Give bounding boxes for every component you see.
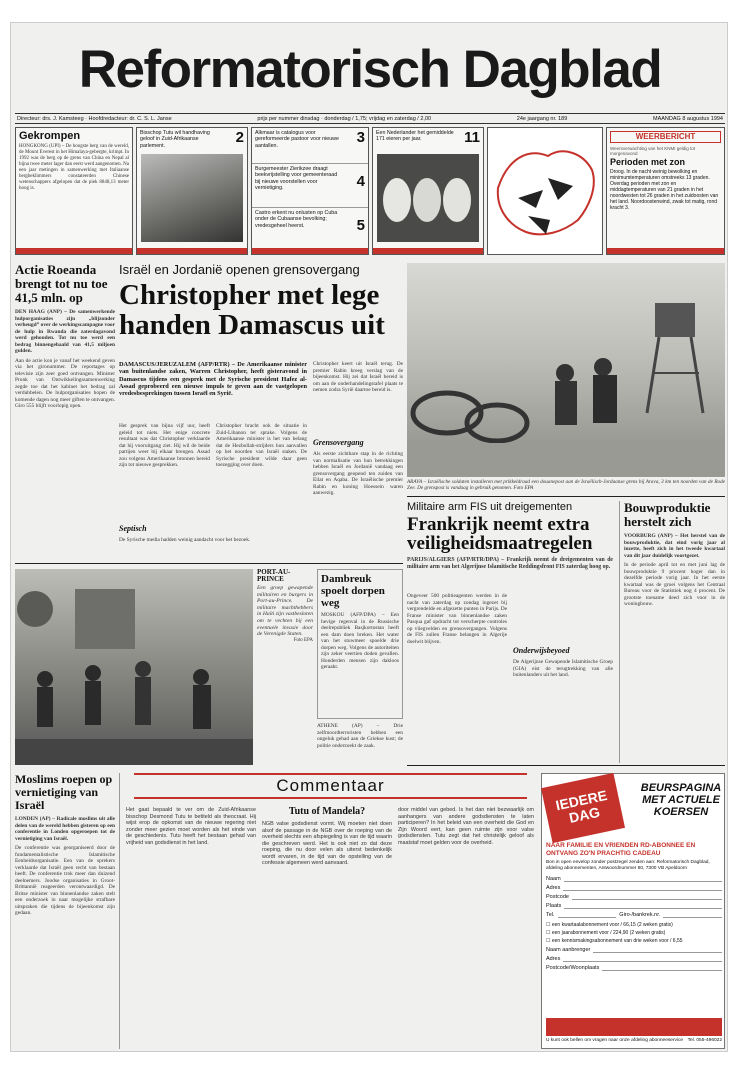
- form-field-postcode[interactable]: [546, 892, 722, 901]
- ad-form: [546, 874, 722, 972]
- photo-credit: Foto EPA: [513, 485, 534, 492]
- page-number: 5: [356, 217, 365, 234]
- editorial-col3: door middel van gebed. Is het dan niet bezwaarlijk om aanhangers van andere godsdiensten te laten participeren? In het beleid van een overheid die God en Zijn Woord eert, kan geen ruimte zijn voor valse godsdiensten. Tutu zegt dat het christelijk geloof als maatstaf moet gelden voor de overheid.: [398, 807, 534, 846]
- page-number: 3: [356, 129, 365, 146]
- article-kicker: Israël en Jordanië openen grensovergang: [119, 262, 360, 277]
- ad-badge: [541, 773, 625, 843]
- article-moslims: [15, 773, 115, 1049]
- teaser-text: Alkmaar is catalogus voor gereformeerde pastoor voor nieuwe aantallen.: [255, 130, 339, 149]
- volume-number: 24e jaargang nr. 189: [516, 115, 568, 122]
- eggs-graphic: [377, 154, 479, 242]
- article-dambreuk: [317, 569, 403, 719]
- form-field-city[interactable]: [546, 901, 722, 910]
- article-body: De conferentie was georganiseerd door de fundamentalistische Islamitische Eenheidsorganisatie. Een van de sprekers verklaarde dat Israël geen recht van bestaan heeft. De conferentie trok meer dan duizend deelnemers. Joodse organisaties in Groot-Brittannië reageerden verontwaardigd. De Britse minister van binnenlandse zaken stelt een onderzoek in naar mogelijke strafbare uitspraken die tijdens de bijeenkomst zijn gedaan.: [15, 845, 115, 916]
- ad-badge-text: IEDERE DAG: [554, 786, 609, 826]
- article-body: MOSKOU (AFP/DPA) – Een hevige regenval in de Russische deelrepubliek Basjkortostan heeft een dam doen breken. Het water van het stuwmeer spoelde drie dorpen weg. Volgens de autoriteiten zijn zeker veertien doden gevallen. Honderden mensen zijn dakloos geraakt.: [321, 612, 399, 670]
- teaser-text: Een Nederlander het gemiddelde 171 eieren per jaar.: [376, 130, 454, 143]
- divider: [407, 765, 725, 766]
- article-lead: LONDEN (AP) – Radicale moslims uit alle delen van de wereld hebben gisteren op een conferentie in Londen opgeroepen tot de vernietiging van Israël.: [15, 816, 115, 842]
- weather-box: [606, 127, 725, 255]
- article-body: ATHENE (AP) – Drie zelfmoordterroristen hebben een ongeluk gehad aan de Griekse kust; de politie onderzoekt de zaak.: [317, 723, 403, 749]
- subscription-options: [546, 921, 722, 945]
- photo-haiti: [15, 569, 253, 765]
- caption-text: Een groep gewapende militairen en burgers in Port-au-Prince. De militaire machthebbers in Haïti zijn vastbesloten om te vechten bij een eventuele invasie door de Verenigde Staten.: [257, 585, 313, 638]
- ad-instructions: Bon in open envelop zonder postzegel zenden aan: Reformatorisch Dagblad, afdeling abonnementen, Antwoordnummer 80, 7300 VB Apeldoorn: [546, 860, 710, 871]
- accent-bar: [137, 248, 247, 254]
- article-headline: Bouwproduktie herstelt zich: [624, 500, 711, 529]
- form-field-referrer[interactable]: [546, 945, 722, 954]
- field-label: Naam: [546, 875, 561, 882]
- editorial-title: Tutu of Mandela?: [288, 806, 366, 817]
- ad-headline: BEURSPAGINA MET ACTUELE KOERSEN: [640, 782, 722, 818]
- article-body: Ongeveer 500 politieagenten werden in de nacht van zaterdag op zondag ingezet bij vergrendelde en afgezette punten in Parijs. De Franse minister van binnenlandse zaken Pasqua gaf opdracht tot verscherpte controles op vliegvelden en grensovergangen. Volgens de FIS zullen Franse belangen in Algerije doelwit blijven.: [407, 593, 507, 645]
- option-label: een jaarabonnement voor / 224,90 (2 weken gratis): [551, 930, 666, 936]
- teaser-text: HONGKONG (UPI) – De hoogste berg van de wereld, de Mount Everest in het Himalaya-gebergte, krimpt. In 1992 was de berg op de grens van China en Nepal al bijna twee meter lager dan eerst werd aangenomen. Na een jaar metingen in samenwerking met Italiaanse bergbeklimmers constateerden Chinese wetenschappers afgelopen dat de piek 8848,13 meter hoog is.: [19, 144, 130, 191]
- teaser-eieren[interactable]: [372, 127, 484, 255]
- article-headline: Actie Roeanda brengt tot nu toe 41,5 mln. op: [15, 262, 108, 305]
- weather-sub: Weersverwachting van het KNMI geldig tot morgenavond: [610, 146, 695, 156]
- editorial-rule: [134, 797, 527, 799]
- article-body: Aan de actie kon je vanaf het weekend geven via het gironummer. De reportages op televisie zijn zeer goed ontvangen. Minister Pronk van Ontwikkelingssamenwerking zegde toe dat het kabinet het bedrag zal verdubbelen. De hulporganisaties hopen de komende dagen nog meer giften te ontvangen. Giro 555 blijft voorlopig open.: [15, 357, 115, 409]
- weather-text: Droog. In de nacht weinig bewolking en minimumtemperaturen omstreeks 13 graden. Overdag perioden met zon en middagtemperaturen van 21 graden in het noordwesten tot 26 graden in het zuidoosten van het land. Noordoostenwind, zwak tot matig, rond kracht 3.: [610, 169, 719, 211]
- subhead-text: Als eerste zichtbare stap in de richting van normalisatie van hun betrekkingen hebben Israël en Jordanië vandaag een grensovergang geopend ten zuiden van Eilat en Aqaba. De Israëlische premier Rabin en koning Hoessein waren aanwezig.: [313, 451, 403, 496]
- teaser-alkmaar[interactable]: [252, 128, 368, 164]
- subhead: Onderwijsbeyoed: [513, 646, 570, 655]
- issue-date: MAANDAG 8 augustus 1994: [652, 115, 723, 122]
- option-kennismaking[interactable]: ☐ een kennismakingsabonnement van drie weken voor / 6,55: [546, 938, 683, 944]
- subhead-text: De Algerijnse Gewapende Islamitische Groep (GIA) eist de terugtrekking van alle buitenlanders uit het land.: [513, 659, 613, 678]
- newspaper-title: Reformatorisch Dagblad: [78, 40, 662, 99]
- border-scene-graphic: [407, 263, 725, 477]
- price-line: prijs per nummer dinsdag · donderdag / 1,75; vrijdag en zaterdag / 2,00: [257, 115, 432, 122]
- subscription-ad: [541, 773, 725, 1049]
- page-number: 4: [356, 173, 365, 190]
- teaser-tutu[interactable]: [136, 127, 248, 255]
- info-bar: [15, 113, 725, 124]
- article-headline: Dambreuk spoelt dorpen weg: [321, 573, 385, 609]
- subhead-grensovergang: Grensovergang: [313, 438, 364, 447]
- editorial-label: Commentaar: [276, 776, 385, 795]
- article-lead: PARIJS/ALGIERS (AFP/RTR/DPA) – Frankrijk neemt de dreigementen van de militaire arm van het Algerijnse Islamitische Reddingsfront FIS zaterdag hoog op.: [407, 557, 613, 570]
- subhead-septisch: Septisch: [119, 524, 147, 533]
- article-lead: DEN HAAG (ANP) – De samenwerkende hulporganisaties zijn „blijzonder verheugd” over de werkingscampagne voor de hulp in Rwanda die zaterdagavond werd gehouden. Tot nu toe werd een bedrag binnengehaald van 41,5 miljoen gulden.: [15, 309, 115, 354]
- teaser-text: Castro erkent nu onlusten op Cuba onder de Cubaanse bevolking; vredesgeheel heerst.: [255, 210, 338, 229]
- field-label: Adres: [546, 884, 561, 891]
- article-col1: Het gesprek van bijna vijf uur, heeft geleid tot niets. Het enige concrete resultaat was dat Christopher verklaarde dat hij vooruitgang ziet. Hij wil de beide partijen weer bij elkaar brengen. Assad zou volgens Amerikaanse bronnen bereid zijn tot nieuwe gesprekken.: [119, 423, 210, 468]
- accent-bar: [373, 248, 483, 254]
- haiti-caption: [257, 569, 313, 765]
- page-number: 11: [464, 129, 480, 146]
- newspaper-page: [10, 22, 728, 1052]
- option-kwartaal[interactable]: ☐ een kwartaalabonnement voor / 66,15 (2 weken gratis): [546, 922, 673, 928]
- field-label: Giro-/bankrek.nr.: [619, 911, 661, 918]
- weather-title: Perioden met zon: [610, 157, 686, 167]
- weather-map: [487, 127, 603, 255]
- editor-line: Directeur: drs. J. Kamsteeg · Hoofdredacteur: dr. C. S. L. Janse: [17, 115, 172, 122]
- article-headline: Frankrijk neemt extra veiligheidsmaatregelen: [407, 514, 593, 554]
- article-bouw: [619, 501, 725, 763]
- form-field-referrer-address[interactable]: [546, 954, 722, 963]
- article-christopher: [119, 263, 403, 559]
- article-headline: Christopher met lege handen Damascus uit: [119, 279, 385, 341]
- photo-caption: [407, 479, 725, 491]
- article-col3: Christopher keert uit Israël terug. De premier Rabin kreeg verslag van de bijeenkomst. Hij zei dat Israël bereid is om aan de onderhandelingstafel plaats te nemen zodra Syrië daartoe bereid is.: [313, 361, 403, 393]
- tutu-photo: [141, 154, 243, 242]
- field-label: Postcode/Woonplaats: [546, 964, 600, 971]
- caption-label: PORT-AU-PRINCE: [257, 568, 291, 583]
- editorial-col2: NGB valse godsdienst vormt. Wij moeten niet doen alsof de passage in de NGB over de roeping van de overheid slechts een afspiegeling is van de tijd waarin die geschreven werd. Het is ook niet zo dat deze roeping, die nu door velen als uiterst bedenkelijk wordt ervaren, in de tijd van de opstelling van de confessie algemeen werd aanvaard.: [262, 821, 392, 866]
- photo-credit: Foto EPA: [293, 637, 313, 643]
- form-field-phone[interactable]: [546, 910, 722, 919]
- article-lead: VOORBURG (ANP) – Het herstel van de bouwproduktie, dat eind vorig jaar al inzette, heeft zich in het tweede kwartaal van dit jaar duidelijk voortgezet.: [624, 533, 725, 559]
- teaser-text: Burgemeester Zierikzee draagt beekvrijstelling voor gemeenteraad bij nieuwe voorstellen voor vernietiging.: [255, 166, 338, 191]
- ad-gift-bar: [546, 1018, 722, 1036]
- article-headline: Moslims roepen op vernietiging van Israël: [15, 772, 113, 812]
- accent-bar: [16, 248, 132, 254]
- article-col2: Christopher bracht ook de situatie in Zuid-Libanon ter sprake. Volgens de Amerikaanse minister is het van belang dat de Hezbollah-strijders hun aanvallen op het noorden van Israël staken. De Syrische president wilde daar geen toezegging over doen.: [216, 423, 307, 468]
- accent-bar: [252, 248, 368, 254]
- subhead-text: De Syrische media hadden weinig aandacht voor het bezoek.: [119, 537, 251, 543]
- option-jaar[interactable]: ☐ een jaarabonnement voor / 224,90 (2 weken gratis): [546, 930, 666, 936]
- article-rwanda: [15, 263, 115, 559]
- teaser-title: Gekrompen: [19, 130, 81, 142]
- form-field-address[interactable]: [546, 883, 722, 892]
- field-label: Adres: [546, 955, 561, 962]
- teaser-castro[interactable]: [252, 208, 368, 248]
- photo-arava: [407, 263, 725, 477]
- teaser-text: Bisschop Tutu wil handhaving geloof in Zuid-Afrikaanse parlement.: [140, 130, 210, 149]
- divider: [15, 563, 403, 564]
- teaser-gekrompen[interactable]: [15, 127, 133, 255]
- field-label: Tel.: [546, 911, 555, 918]
- page-number: 2: [235, 129, 244, 146]
- article-athene: [317, 723, 403, 749]
- ad-footer-text: U kunt ook bellen om vragen naar onze afdeling abonneeservice: [546, 1038, 684, 1043]
- masthead: [11, 23, 729, 117]
- article-fis: [407, 501, 613, 721]
- caption-text: ARAVA – Israëlische soldaten installeren met prikkeldraad een douanepost aan de Israëlisch-Jordaanse grens bij Arava, 3 km ten noorden van de Rode Zee. De grenspost is vandaag in gebruik genomen.: [407, 479, 725, 492]
- field-label: Naam aanbrenger: [546, 946, 591, 953]
- ad-phone[interactable]: Tel. 055-496022: [687, 1038, 722, 1043]
- field-label: Plaats: [546, 902, 562, 909]
- eggs-photo: [377, 154, 479, 242]
- teaser-column-mid: [251, 127, 369, 255]
- divider: [407, 496, 725, 497]
- accent-bar: [607, 248, 724, 254]
- form-field-referrer-city[interactable]: [546, 963, 722, 972]
- weather-map-graphic: [488, 128, 602, 254]
- ad-footer: [546, 1038, 722, 1043]
- article-kicker: Militaire arm FIS uit dreigementen: [407, 501, 573, 513]
- form-field-name[interactable]: [546, 874, 722, 883]
- ad-subheadline: NAAR FAMILIE EN VRIENDEN RD-ABONNEE EN ONTVANG ZO'N PRACHTIG CADEAU: [546, 842, 696, 857]
- option-label: een kennismakingsabonnement van drie weken voor / 6,55: [551, 938, 683, 944]
- option-label: een kwartaalabonnement voor / 66,15 (2 weken gratis): [551, 922, 673, 928]
- teaser-zierikzee[interactable]: [252, 164, 368, 208]
- editorial-col1: Het gaat bepaald te ver om de Zuid-Afrikaanse bisschop Desmond Tutu te betiteld als theocraat. Hij wijst erop de opkomst van de nieuwe regering niet zonder meer gezien moet worden als het einde van de geschiedenis. Tutu heeft het bestaan gehad van vrijheid van godsdienst in het land.: [126, 807, 256, 846]
- article-lead: DAMASCUS/JERUZALEM (AFP/RTR) – De Amerikaanse minister van buitenlandse zaken, Warren Christopher, heeft gisteravond in Damascus tijdens een gesprek met de Syrische president Hafez al-Assad geprobeerd een nieuwe impuls te geven aan de vastgelopen vredesbesprekingen tussen Israël en Syrië.: [119, 361, 307, 398]
- editorial: [119, 773, 537, 1049]
- street-scene-graphic: [15, 569, 253, 765]
- field-label: Postcode: [546, 893, 569, 900]
- weather-label: WEERBERICHT: [610, 131, 721, 143]
- article-body: In de periode april tot en met juni lag de bouwproduktie 9 procent hoger dan in dezelfde periode vorig jaar. In het eerste kwartaal was de groei volgens het Centraal Bureau voor de Statistiek nog 4 procent. De grootste toename deed zich voor in de woningbouw.: [624, 562, 725, 607]
